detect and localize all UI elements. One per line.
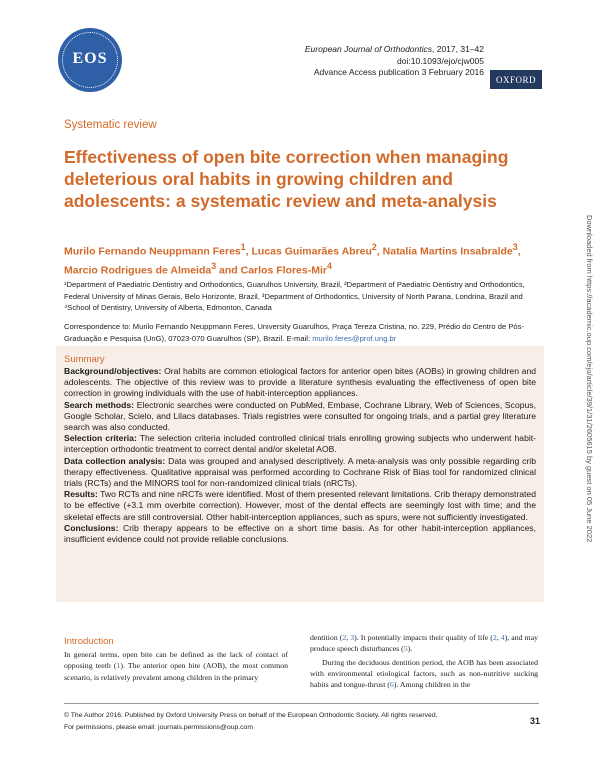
- body-text: ). Among children in the: [393, 680, 471, 690]
- footer: [64, 710, 438, 733]
- summary-body: [64, 366, 536, 545]
- oxford-publisher-badge: OXFORD: [490, 70, 542, 89]
- reference-link[interactable]: 2: [342, 633, 347, 642]
- reference-link[interactable]: 5: [403, 644, 408, 654]
- reference-link[interactable]: 2: [492, 633, 497, 642]
- author-name: Natalia Martins Insabralde: [382, 245, 513, 258]
- introduction-column-right: [310, 632, 538, 690]
- summary-label: Selection criteria:: [64, 433, 137, 444]
- author-affiliation-mark: 3: [211, 261, 217, 271]
- reference-link[interactable]: 6: [389, 680, 394, 690]
- author-affiliation-mark: 2: [371, 242, 377, 252]
- author-name: Marcio Rodrigues de Almeida: [64, 264, 212, 277]
- logo-text: EOS: [72, 50, 108, 67]
- summary-label: Conclusions:: [64, 522, 119, 533]
- author-affiliation-mark: 4: [326, 261, 332, 271]
- body-text: ). The anterior open bite (AOB), the most common scenario, is relatively prevalent among children in the primary: [64, 661, 288, 682]
- summary-paragraph: [64, 456, 536, 490]
- summary-text: Data was grouped and analysed descriptively. A meta-analysis was only possible regarding crib therapy effectiveness. Qualitative appraisal was performed according to Cochrane Risk of Bias tool for randomized clinical trials (RCTs) and the MINORS tool for non-randomized clinical trials (nRCTs).: [64, 455, 536, 489]
- author-separator: ,: [517, 245, 521, 258]
- summary-text: The selection criteria included controlled clinical trials enrolling growing subjects who underwent habit-interception orthodontic treatment to correct dental and/or skeletal AOB.: [64, 433, 537, 455]
- author-name: Lucas Guimarães Abreu: [251, 245, 372, 258]
- journal-name: European Journal of Orthodontics: [304, 44, 432, 54]
- summary-label: Background/objectives:: [64, 366, 162, 376]
- doi[interactable]: doi:10.1093/ejo/cjw005: [397, 55, 484, 66]
- reference-link[interactable]: 3: [350, 633, 355, 642]
- affiliations: ¹Department of Paediatric Dentistry and Orthodontics, Guarulhos University, Brazil, ²Department of Paediatric Dentistry and Orthodontics, Federal University of Minas Gerais, Belo Horizonte, Brazil, ³Department of Orthodontics, University of North Parana, Londrina, Brazil and ⁴School of Dentistry, University of Alberta, Edmonton, Canada: [64, 280, 525, 312]
- introduction-paragraph: [310, 632, 538, 655]
- correspondence-text: Correspondence to: Murilo Fernando Neuppmann Feres, University Guarulhos, Praça Tereza Cristina, no. 229, Prédio do Centro de Pós-Graduação e Pesquisa (UnG), 07023-070 Guarulhos (SP), Brazil. E-mail:: [64, 322, 524, 343]
- summary-label: Results:: [64, 489, 98, 500]
- author-name: Carlos Flores-Mir: [240, 264, 327, 277]
- author-name: Murilo Fernando Neuppmann Feres: [64, 245, 241, 258]
- body-text: ).: [407, 644, 413, 654]
- body-text: In general terms, open bite can be defined as the lack of contact of opposing teeth (: [64, 650, 288, 671]
- journal-citation: , 2017, 31–42: [432, 44, 484, 54]
- body-text: ,: [346, 633, 351, 642]
- body-text: ). It potentially impacts their quality of life (: [354, 633, 493, 642]
- eos-society-logo: [58, 28, 122, 92]
- author-list: [64, 240, 544, 278]
- summary-paragraph: [64, 400, 536, 434]
- introduction-paragraph: [64, 649, 288, 683]
- author-affiliation-mark: 1: [240, 242, 246, 252]
- summary-paragraph: [64, 433, 536, 455]
- body-text: ,: [496, 633, 501, 642]
- advance-access: Advance Access publication 3 February 2016: [313, 67, 484, 77]
- author-separator: and: [216, 264, 241, 277]
- author-separator: ,: [376, 245, 383, 258]
- permissions-notice: For permissions, please email: journals.permissions@oup.com: [64, 723, 253, 731]
- author-separator: ,: [245, 245, 252, 258]
- summary-paragraph: [64, 523, 536, 545]
- summary-text: Oral habits are common etiological factors for anterior open bites (AOBs) in growing children and adolescents. The objective of this review was to provide a literature synthesis evaluating the effectiveness of open bite correction in growing individuals with the use of habit-interception appliances.: [64, 366, 536, 399]
- correspondence: [64, 321, 544, 344]
- body-text: During the deciduous dentition period, the AOB has been associated with environmental etiological factors, such as non-nutritive sucking habits and tongue-thrust (: [310, 657, 538, 690]
- correspondence-email-link[interactable]: murilo.feres@prof.ung.br: [312, 333, 397, 343]
- body-text: ), and may produce speech disturbances (: [310, 633, 538, 654]
- introduction-column-left: [64, 649, 288, 683]
- body-text: dentition (: [310, 633, 343, 642]
- copyright-notice: © The Author 2016. Published by Oxford University Press on behalf of the European Orthodontic Society. All rights reserved.: [64, 712, 438, 719]
- summary-text: Crib therapy appears to be effective on a short time basis. As for other habit-interception appliances, insufficient evidence could not provide reliable conclusions.: [64, 522, 536, 545]
- article-section-label: Systematic review: [64, 119, 157, 131]
- summary-label: Search methods:: [64, 399, 135, 410]
- download-side-note: [585, 215, 597, 675]
- reference-link[interactable]: 1: [116, 661, 121, 671]
- summary-text: Two RCTs and nine nRCTs were identified. Most of them presented relevant limitations. Crib therapy demonstrated to be effective (+3.1 mm overbite correction). However, most of the dental effects are seemingly lost with time; and the skeletal effects are still controversial. Other habit-interception appliances, such as spurs, were not sufficiently investigated.: [64, 489, 536, 522]
- page-number: 31: [530, 716, 541, 726]
- introduction-heading: Introduction: [64, 636, 114, 647]
- journal-meta: [305, 44, 484, 79]
- summary-paragraph: [64, 366, 536, 400]
- summary-text: Electronic searches were conducted on PubMed, Embase, Cochrane Library, Web of Sciences, Scopus, Google Scholar, Scielo, and Lilacs databases. Trials registries were consulted for ongoing trials, and a partial grey literature search was also conducted.: [64, 399, 536, 433]
- summary-heading: Summary: [64, 354, 105, 365]
- reference-link[interactable]: 4: [500, 633, 505, 642]
- summary-paragraph: [64, 489, 536, 523]
- summary-label: Data collection analysis:: [64, 455, 166, 466]
- footer-divider: [64, 703, 539, 704]
- author-affiliation-mark: 3: [512, 242, 518, 252]
- introduction-paragraph: [310, 657, 538, 691]
- journal-citation-line: [305, 44, 484, 56]
- article-title: Effectiveness of open bite correction when managing deleterious oral habits in growing children and adolescents: a systematic review and meta-analysis: [64, 147, 509, 211]
- download-note-text: Downloaded from https://academic.oup.com/ejo/article/39/1/31/2605615 by guest on 05 June 2022: [585, 215, 594, 543]
